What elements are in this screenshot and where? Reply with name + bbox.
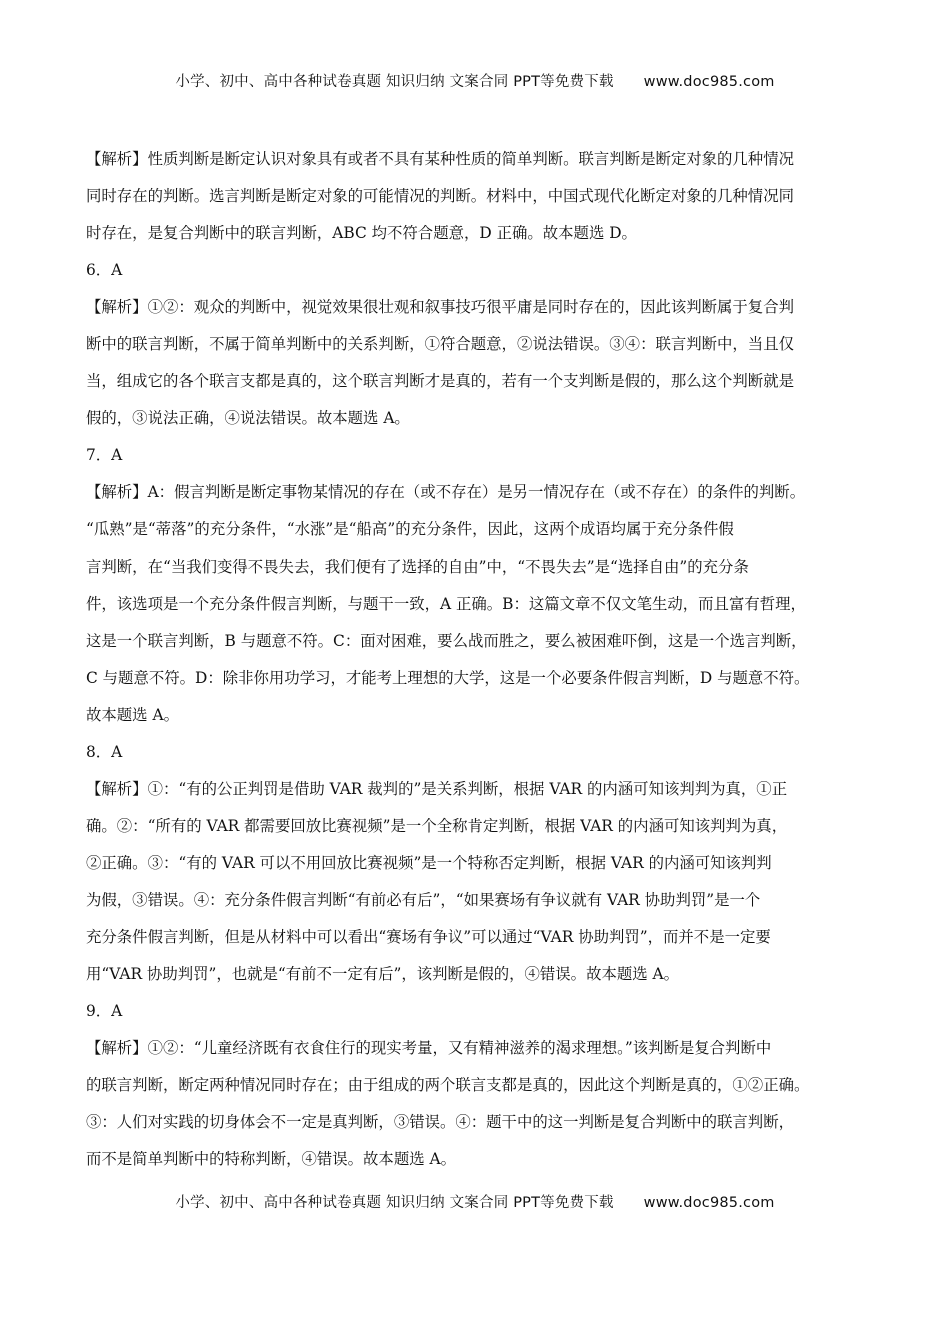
- text-line: 用“VAR 协助判罚”，也就是“有前不一定有后”，该判断是假的，④错误。故本题选 A。: [86, 965, 680, 984]
- text-line: 时存在，是复合判断中的联言判断，ABC 均不符合题意，D 正确。故本题选 D。: [86, 224, 637, 243]
- text-line: 确。②：“所有的 VAR 都需要回放比赛视频”是一个全称肯定判断，根据 VAR 的内涵可知该判判为真，: [86, 816, 788, 835]
- header-url: www.doc985.com: [643, 74, 775, 90]
- text-line: 为假，③错误。④：充分条件假言判断“有前必有后”，“如果赛场有争议就有 VAR 协助判罚”是一个: [86, 890, 761, 909]
- text-line: 这是一个联言判断，B 与题意不符。C：面对困难，要么战而胜之，要么被困难吓倒，这是一个选言判断，: [86, 631, 807, 650]
- text-line: 的联言判断，断定两种情况同时存在；由于组成的两个联言支都是真的，因此这个判断是真的，①②正确。: [86, 1076, 810, 1095]
- text-line: 【解析】性质判断是断定认识对象具有或者不具有某种性质的简单判断。联言判断是断定对象的几种情况: [86, 150, 794, 168]
- text-line: ③：人们对实践的切身体会不一定是真判断，③错误。④：题干中的这一判断是复合判断中的联言判断，: [86, 1113, 794, 1132]
- footer-text: 小学、初中、高中各种试卷真题 知识归纳 文案合同 PPT等免费下载: [175, 1195, 614, 1211]
- text-line: 【解析】①②：“儿童经济既有衣食住行的现实考量，又有精神滋养的渴求理想。”该判断是复合判断中: [86, 1039, 772, 1058]
- text-line: 假的，③说法正确，④说法错误。故本题选 A。: [86, 409, 410, 428]
- answer-line: 6．A: [86, 261, 123, 280]
- answer-line: 8．A: [86, 742, 123, 761]
- answer-line: 9．A: [86, 1002, 123, 1021]
- text-line: 件，该选项是一个充分条件假言判断，与题干一致，A 正确。B：这篇文章不仅文笔生动，而且富有哲理，: [86, 594, 806, 613]
- text-line: 【解析】①：“有的公正判罚是借助 VAR 裁判的”是关系判断，根据 VAR 的内涵可知该判判为真，①正: [86, 779, 788, 798]
- footer-url: www.doc985.com: [643, 1195, 775, 1211]
- text-line: 【解析】①②：观众的判断中，视觉效果很壮观和叙事技巧很平庸是同时存在的，因此该判断属于复合判: [86, 298, 794, 317]
- page-header-banner: [0, 70, 950, 91]
- text-line: “瓜熟”是“蒂落”的充分条件，“水涨”是“船高”的充分条件，因此，这两个成语均属于充分条件假: [86, 520, 734, 539]
- text-line: 而不是简单判断中的特称判断，④错误。故本题选 A。: [86, 1150, 456, 1169]
- text-line: 当，组成它的各个联言支都是真的，这个联言判断才是真的，若有一个支判断是假的，那么这个判断就是: [86, 372, 794, 391]
- document-body: [86, 141, 870, 1178]
- page-footer-banner: [0, 1191, 950, 1212]
- text-line: C 与题意不符。D：除非你用功学习，才能考上理想的大学，这是一个必要条件假言判断，D 与题意不符。: [86, 668, 810, 687]
- text-line: 充分条件假言判断，但是从材料中可以看出“赛场有争议”可以通过“VAR 协助判罚”，而并不是一定要: [86, 927, 771, 946]
- text-line: 同时存在的判断。选言判断是断定对象的可能情况的判断。材料中，中国式现代化断定对象的几种情况同: [86, 187, 794, 206]
- text-line: 【解析】A：假言判断是断定事物某情况的存在（或不存在）是另一情况存在（或不存在）的条件的判断。: [86, 483, 806, 502]
- text-line: 故本题选 A。: [86, 705, 179, 724]
- text-line: 断中的联言判断，不属于简单判断中的关系判断，①符合题意，②说法错误。③④：联言判断中，当且仅: [86, 335, 794, 354]
- answer-line: 7．A: [86, 446, 123, 465]
- text-line: ②正确。③：“有的 VAR 可以不用回放比赛视频”是一个特称否定判断，根据 VAR 的内涵可知该判判: [86, 853, 772, 872]
- text-line: 言判断，在“当我们变得不畏失去，我们便有了选择的自由”中，“不畏失去”是“选择自由”的充分条: [86, 557, 749, 576]
- header-text: 小学、初中、高中各种试卷真题 知识归纳 文案合同 PPT等免费下载: [175, 74, 614, 90]
